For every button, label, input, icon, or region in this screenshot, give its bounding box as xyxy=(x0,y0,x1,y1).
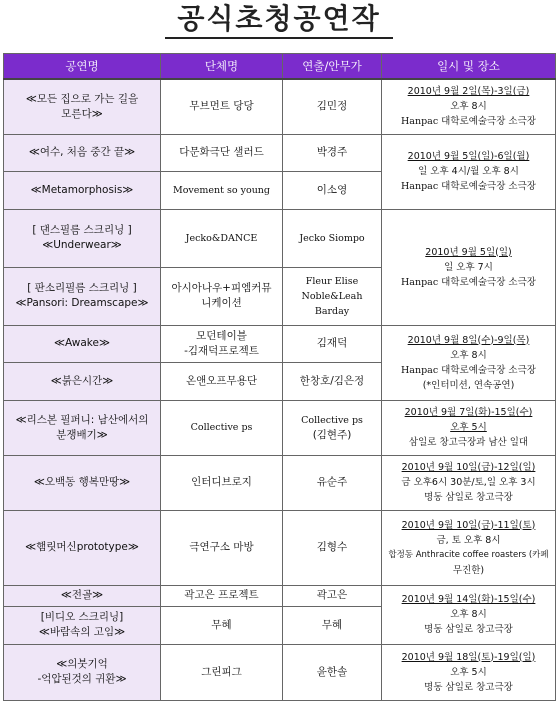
schedule-cell: 2010년 9월 10일(금)-11일(토) 금, 토 오후 8시 합정동 Anthracite coffee roasters (카페 무진한) xyxy=(382,510,556,585)
group-name: 무혜 xyxy=(161,606,283,644)
schedule-cell: 2010년 9월 8일(수)-9일(목) 오후 8시 Hanpac 대학로예술극장 소극장 (*인터미션, 연속공연) xyxy=(382,325,556,400)
performance-title: ≪여수, 처음 중간 끝≫ xyxy=(4,134,161,171)
table-row xyxy=(4,325,556,362)
schedule-cell: 2010년 9월 5일(일) 일 오후 7시 Hanpac 대학로예술극장 소극장 xyxy=(382,209,556,325)
performance-title: ≪의붓기억 -억압된것의 귀환≫ xyxy=(4,644,161,700)
group-name: 아시아나우+피엠커뮤 니케이션 xyxy=(161,267,283,325)
director-name: 윤한솔 xyxy=(283,644,382,700)
director-name: Fleur Elise Noble&Leah Barday xyxy=(283,267,382,325)
table-row xyxy=(4,134,556,171)
director-name: 무혜 xyxy=(283,606,382,644)
performance-title: ≪붉은시간≫ xyxy=(4,362,161,400)
performance-title: [비디오 스크리닝] ≪바람속의 고임≫ xyxy=(4,606,161,644)
schedule-cell: 2010년 9월 10일(금)-12일(일) 금 오후6시 30분/토,일 오후 3시 명동 삼일로 창고극장 xyxy=(382,455,556,510)
table-row xyxy=(4,510,556,585)
header-performance: 공연명 xyxy=(4,54,161,80)
performance-title: ≪전골≫ xyxy=(4,585,161,606)
group-name: Collective ps xyxy=(161,400,283,455)
director-name: 한창호/김은정 xyxy=(283,362,382,400)
director-name: 곽고은 xyxy=(283,585,382,606)
table-row xyxy=(4,79,556,134)
director-name: 김형수 xyxy=(283,510,382,585)
director-name: 김재덕 xyxy=(283,325,382,362)
page-title: 공식초청공연작 xyxy=(177,2,381,35)
table-row xyxy=(4,209,556,267)
group-name: 모던테이블 -김재덕프로젝트 xyxy=(161,325,283,362)
table-row xyxy=(4,455,556,510)
schedule-cell: 2010년 9월 7일(화)-15일(수) 오후 5시 삼일로 창고극장과 남산 일대 xyxy=(382,400,556,455)
group-name: Movement so young xyxy=(161,171,283,209)
header-director: 연출/안무가 xyxy=(283,54,382,80)
group-name: 무브먼트 당당 xyxy=(161,79,283,134)
group-name: 다문화극단 샐러드 xyxy=(161,134,283,171)
director-name: Collective ps (김현주) xyxy=(283,400,382,455)
director-name: 이소영 xyxy=(283,171,382,209)
performance-title: [ 댄스필름 스크리닝 ] ≪Underwear≫ xyxy=(4,209,161,267)
schedule-cell: 2010년 9월 14일(화)-15일(수) 오후 8시 명동 삼일로 창고극장 xyxy=(382,585,556,644)
title-underline xyxy=(165,37,393,39)
group-name: 온앤오프무용단 xyxy=(161,362,283,400)
title-block xyxy=(0,0,558,48)
performance-title: ≪모든 집으로 가는 길을 모른다≫ xyxy=(4,79,161,134)
director-name: Jecko Siompo xyxy=(283,209,382,267)
schedule-cell: 2010년 9월 18일(토)-19일(일) 오후 5시 명동 삼일로 창고극장 xyxy=(382,644,556,700)
table-row xyxy=(4,585,556,606)
performance-title: ≪리스본 필퍼니: 남산에서의 분쟁배기≫ xyxy=(4,400,161,455)
header-schedule: 일시 및 장소 xyxy=(382,54,556,80)
table-row xyxy=(4,400,556,455)
schedule-table xyxy=(3,53,556,701)
group-name: 인터디브로지 xyxy=(161,455,283,510)
table-row xyxy=(4,644,556,700)
director-name: 김민정 xyxy=(283,79,382,134)
table-header-row xyxy=(4,54,556,80)
performance-title: [ 판소리필름 스크리닝 ] ≪Pansori: Dreamscape≫ xyxy=(4,267,161,325)
group-name: 그린피그 xyxy=(161,644,283,700)
performance-title: ≪Metamorphosis≫ xyxy=(4,171,161,209)
director-name: 박경주 xyxy=(283,134,382,171)
group-name: 극연구소 마방 xyxy=(161,510,283,585)
group-name: 곽고은 프로젝트 xyxy=(161,585,283,606)
performance-title: ≪오백동 행복만땅≫ xyxy=(4,455,161,510)
group-name: Jecko&DANCE xyxy=(161,209,283,267)
performance-title: ≪Awake≫ xyxy=(4,325,161,362)
performance-title: ≪햄릿머신prototype≫ xyxy=(4,510,161,585)
director-name: 유순주 xyxy=(283,455,382,510)
header-group: 단체명 xyxy=(161,54,283,80)
schedule-cell: 2010년 9월 5일(일)-6일(월) 일 오후 4시/월 오후 8시 Hanpac 대학로예술극장 소극장 xyxy=(382,134,556,209)
schedule-cell: 2010년 9월 2일(목)-3일(금) 오후 8시 Hanpac 대학로예술극장 소극장 xyxy=(382,79,556,134)
